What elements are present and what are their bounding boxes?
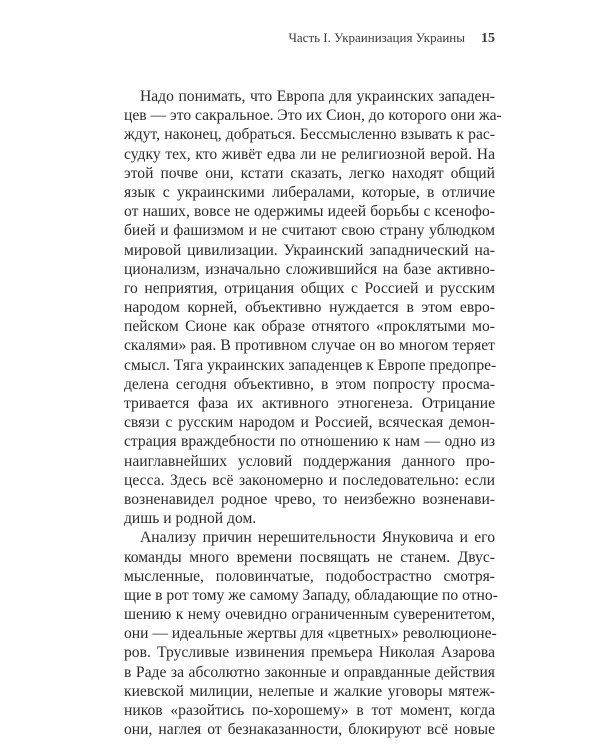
- page-number: 15: [481, 31, 495, 46]
- text-line: киевской милиции, нелепые и жалкие уговоры мятеж-: [124, 682, 495, 700]
- text-line: шению к нему очевидно ограниченным суверенитетом,: [124, 606, 495, 624]
- paragraph: [124, 528, 498, 739]
- text-line: этой почве они, кстати сказать, легко находят общий: [124, 164, 495, 182]
- text-line: язык с украинскими либералами, которые, в отличие: [124, 183, 495, 201]
- text-line: ников «разойтись по-хорошему» в тот момент, когда: [124, 702, 495, 719]
- text-line: мысленные, половинчатые, подобострастно смотря-: [124, 567, 495, 585]
- paragraph: [124, 87, 502, 528]
- text-line: щие в рот тому же самому Западу, обладающие по отно-: [124, 586, 498, 604]
- text-line: бией и фашизмом и не считают свою страну ублюдком: [124, 222, 495, 240]
- text-line: мировой цивилизации. Украинский западнический на-: [124, 241, 495, 259]
- text-line: смысл. Тяга украинских западенцев к Европе предопре-: [124, 356, 497, 374]
- text-line: ров. Трусливые извинения премьера Николая Азарова: [124, 644, 495, 662]
- text-line: делена сегодня объективно, в этом попросту просма-: [124, 375, 495, 393]
- text-line: они — идеальные жертвы для «цветных» революционе-: [124, 625, 497, 643]
- text-line: Надо понимать, что Европа для украинских западен-: [140, 88, 495, 105]
- text-line: от наших, вовсе не одержимы идеей борьбы с ксенофо-: [124, 203, 495, 221]
- text-line: скалями» рая. В противном случае он во многом теряет: [124, 337, 495, 355]
- running-header: [124, 30, 495, 47]
- text-line: го неприятия, отрицания общих с Россией и русским: [124, 279, 495, 297]
- text-line: дишь и родной дом.: [124, 510, 257, 528]
- text-line: народом корней, объективно нуждается в этом евро-: [124, 299, 495, 317]
- text-line: возненавидел родное чрево, то неизбежно возненави-: [124, 490, 495, 508]
- text-line: судку тех, кто живёт едва ли не религиозной верой. На: [124, 145, 495, 163]
- text-line: пейском Сионе как образе отнятого «проклятыми мо-: [124, 318, 495, 336]
- text-line: Анализу причин нерешительности Януковича и его: [140, 529, 495, 547]
- text-line: цесса. Здесь всё закономерно и последовательно: если: [124, 471, 495, 489]
- text-line: цев — это сакральное. Это их Сион, до которого они жа-: [124, 107, 502, 125]
- page-body: [124, 87, 502, 739]
- text-line: ционализм, изначально сложившийся на базе активно-: [124, 260, 495, 278]
- text-line: наиглавнейших условий поддержания данного про-: [124, 452, 495, 470]
- text-line: связи с русским народом и Россией, всяческая демон-: [124, 414, 495, 432]
- text-line: страция враждебности по отношению к нам — одно из: [124, 433, 495, 451]
- text-line: в Раде за абсолютно законные и оправданные действия: [124, 663, 495, 681]
- text-line: тривается фаза их активного этногенеза. Отрицание: [124, 395, 495, 412]
- text-line: команды много времени посвящать не станем. Двус-: [124, 548, 495, 566]
- running-title: Часть I. Украинизация Украины: [288, 30, 465, 45]
- text-line: они, наглея от безнаказанности, блокируют всё новые: [124, 721, 495, 739]
- text-line: ждут, наконец, добраться. Бессмысленно взывать к рас-: [124, 126, 495, 144]
